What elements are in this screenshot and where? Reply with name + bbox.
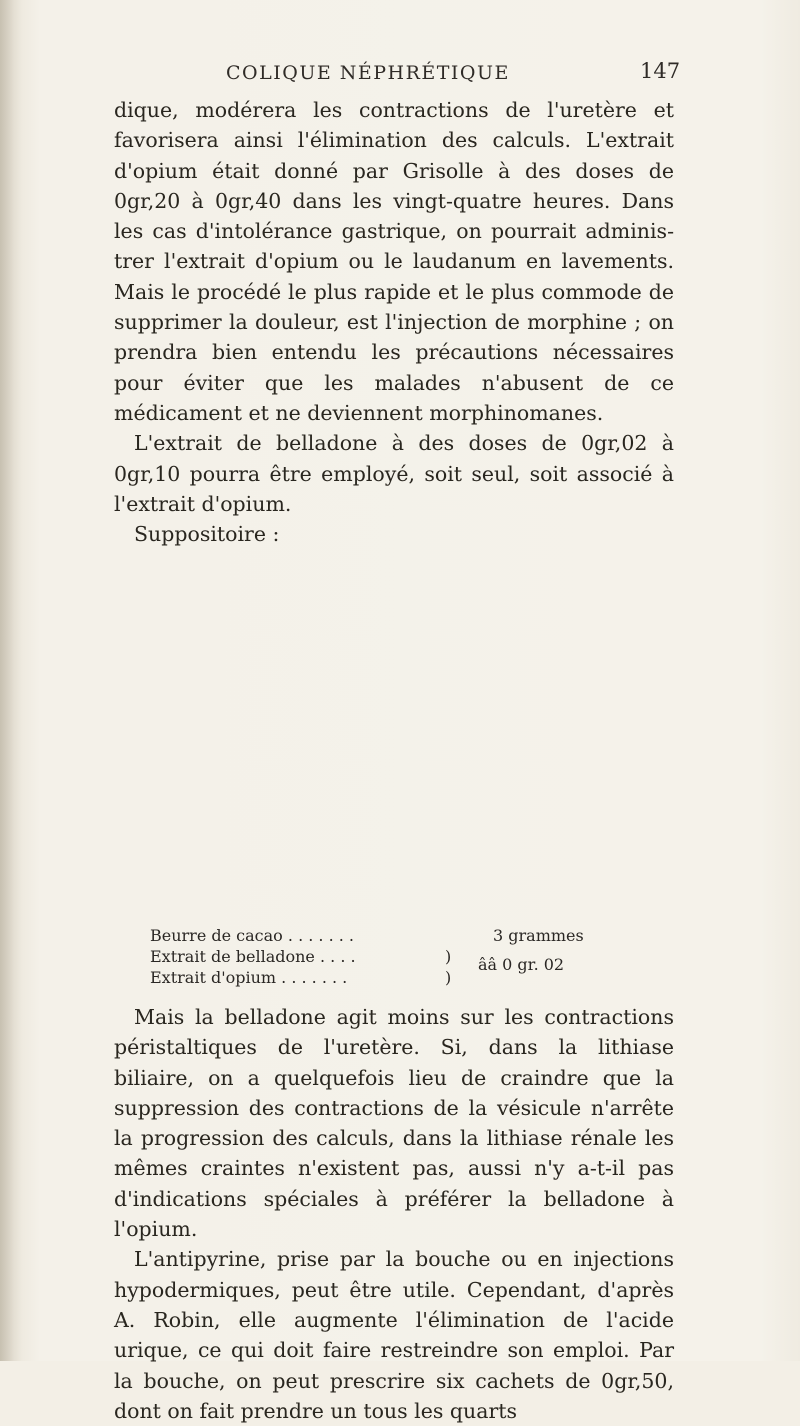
page-number: 147	[640, 59, 681, 83]
formula-quantity: 3 grammes	[493, 926, 584, 945]
formula-row	[150, 947, 710, 974]
formula-row	[150, 926, 710, 947]
page-gutter-shadow	[0, 0, 22, 1361]
body-text-bottom	[114, 1002, 674, 1426]
formula-item: Extrait de belladone . . . .	[150, 947, 356, 966]
running-title: COLIQUE NÉPHRÉTIQUE	[226, 62, 510, 84]
formula-row	[150, 968, 710, 989]
formula-item: Extrait d'opium . . . . . . .	[150, 968, 348, 987]
paragraph: Suppositoire :	[134, 522, 280, 547]
paragraph: dique, modérera les contractions de l'uretère et favorisera ainsi l'élimination des calculs. L'extrait d'opium était donné par Grisolle à des doses de 0gr,20 à 0gr,40 dans les vingt-quatre heures. Dans les cas d'intolérance gastrique, on pourrait administrer l'extrait d'opium ou le laudanum en lavements. Mais le procédé le plus rapide et le plus commode de supprimer la douleur, est l'injection de morphine ; on prendra bien entendu les précautions nécessaires pour éviter que les malades n'abusent de ce médicament et ne deviennent morphinomanes.	[114, 98, 674, 425]
brace-top: )	[445, 947, 452, 966]
suppository-formula	[150, 926, 710, 989]
brace-bottom: )	[445, 968, 452, 987]
page-header	[0, 59, 800, 92]
formula-item: Beurre de cacao . . . . . . .	[150, 926, 355, 945]
paragraph: L'extrait de belladone à des doses de 0gr,02 à 0gr,10 pourra être employé, soit seul, soit associé à l'extrait d'opium.	[114, 431, 674, 516]
paragraph: L'antipyrine, prise par la bouche ou en injections hypodermiques, peut être utile. Cependant, d'après A. Robin, elle augmente l'élimination de l'acide urique, ce qui doit faire restreindre son emploi. Par la bouche, on peut prescrire six cachets de 0gr,50, dont on fait prendre un tous les quarts	[114, 1247, 674, 1423]
body-text-top	[114, 95, 674, 549]
paragraph: Mais la belladone agit moins sur les contractions péristaltiques de l'uretère. Si, dans la lithiase biliaire, on a quelquefois lieu de craindre que la suppression des contractions de la vésicule n'arrête la progression des calculs, dans la lithiase rénale les mêmes craintes n'existent pas, aussi n'y a-t-il pas d'indications spéciales à préférer la belladone à l'opium.	[114, 1005, 674, 1242]
formula-shared-quantity: ââ 0 gr. 02	[478, 955, 565, 974]
